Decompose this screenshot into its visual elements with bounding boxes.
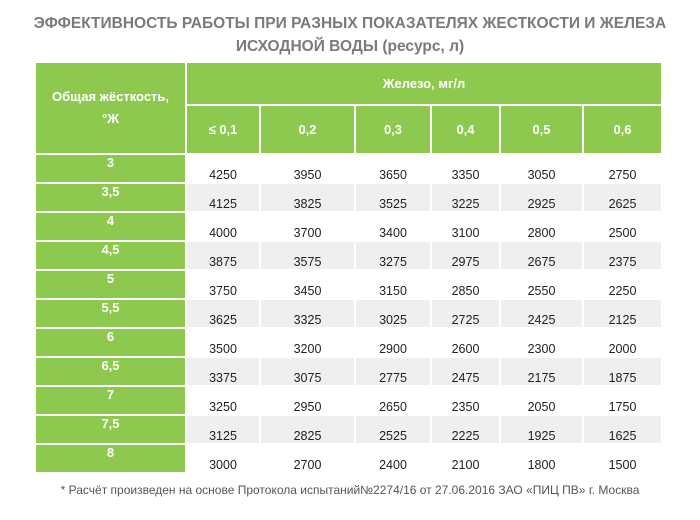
hardness-header-line-2: °Ж bbox=[102, 111, 119, 126]
resource-cell: 3025 bbox=[356, 300, 430, 327]
resource-cell: 2725 bbox=[432, 300, 499, 327]
resource-cell: 3150 bbox=[356, 271, 430, 298]
iron-column-header: 0,2 bbox=[261, 106, 354, 153]
resource-cell: 3325 bbox=[261, 300, 354, 327]
hardness-header-line-1: Общая жёсткость, bbox=[51, 89, 170, 104]
resource-cell: 3050 bbox=[501, 155, 582, 182]
resource-cell: 3125 bbox=[187, 416, 259, 443]
resource-cell: 2100 bbox=[432, 445, 499, 472]
resource-cell: 4125 bbox=[187, 184, 259, 211]
resource-cell: 2675 bbox=[501, 242, 582, 269]
resource-cell: 2975 bbox=[432, 242, 499, 269]
resource-cell: 2525 bbox=[356, 416, 430, 443]
resource-cell: 2925 bbox=[501, 184, 582, 211]
resource-cell: 1500 bbox=[584, 445, 661, 472]
resource-cell: 2300 bbox=[501, 329, 582, 356]
iron-column-header: 0,6 bbox=[584, 106, 661, 153]
iron-header: Железо, мг/л bbox=[187, 63, 661, 104]
page-title bbox=[0, 12, 700, 58]
hardness-value: 3,5 bbox=[36, 184, 185, 211]
iron-column-header: 0,4 bbox=[432, 106, 499, 153]
resource-cell: 2800 bbox=[501, 213, 582, 240]
title-line-1: ЭФФЕКТИВНОСТЬ РАБОТЫ ПРИ РАЗНЫХ ПОКАЗАТЕЛЯХ ЖЕСТКОСТИ И ЖЕЛЕЗА bbox=[33, 15, 667, 32]
resource-cell: 3500 bbox=[187, 329, 259, 356]
table-row bbox=[36, 329, 661, 356]
hardness-value: 4,5 bbox=[36, 242, 185, 269]
table-row bbox=[36, 155, 661, 182]
hardness-value: 4 bbox=[36, 213, 185, 240]
resource-cell: 3950 bbox=[261, 155, 354, 182]
title-line-2: ИСХОДНОЙ ВОДЫ (ресурс, л) bbox=[235, 38, 465, 55]
resource-cell: 2250 bbox=[584, 271, 661, 298]
resource-table bbox=[34, 61, 663, 474]
resource-cell: 3650 bbox=[356, 155, 430, 182]
resource-cell: 2950 bbox=[261, 387, 354, 414]
resource-cell: 2475 bbox=[432, 358, 499, 385]
hardness-value: 7 bbox=[36, 387, 185, 414]
resource-cell: 2225 bbox=[432, 416, 499, 443]
resource-cell: 3225 bbox=[432, 184, 499, 211]
resource-cell: 3625 bbox=[187, 300, 259, 327]
table-body bbox=[36, 155, 661, 472]
table-row bbox=[36, 300, 661, 327]
resource-cell: 3000 bbox=[187, 445, 259, 472]
resource-cell: 2775 bbox=[356, 358, 430, 385]
footnote: * Расчёт произведен на основе Протокола испытаний№2274/16 от 27.06.2016 ЗАО «ПИЦ ПВ» г. Москва bbox=[60, 483, 640, 497]
resource-cell: 1875 bbox=[584, 358, 661, 385]
iron-column-header: ≤ 0,1 bbox=[187, 106, 259, 153]
resource-cell: 4250 bbox=[187, 155, 259, 182]
resource-cell: 3375 bbox=[187, 358, 259, 385]
table-row bbox=[36, 358, 661, 385]
resource-cell: 3575 bbox=[261, 242, 354, 269]
resource-cell: 2600 bbox=[432, 329, 499, 356]
table-row bbox=[36, 387, 661, 414]
resource-cell: 2750 bbox=[584, 155, 661, 182]
resource-cell: 2375 bbox=[584, 242, 661, 269]
resource-cell: 2900 bbox=[356, 329, 430, 356]
resource-cell: 2350 bbox=[432, 387, 499, 414]
resource-cell: 3100 bbox=[432, 213, 499, 240]
resource-cell: 2850 bbox=[432, 271, 499, 298]
resource-cell: 2050 bbox=[501, 387, 582, 414]
resource-cell: 3075 bbox=[261, 358, 354, 385]
resource-cell: 3825 bbox=[261, 184, 354, 211]
hardness-value: 3 bbox=[36, 155, 185, 182]
resource-cell: 3200 bbox=[261, 329, 354, 356]
resource-cell: 3750 bbox=[187, 271, 259, 298]
resource-cell: 1625 bbox=[584, 416, 661, 443]
resource-cell: 3875 bbox=[187, 242, 259, 269]
resource-cell: 4000 bbox=[187, 213, 259, 240]
table-row bbox=[36, 416, 661, 443]
table-row bbox=[36, 184, 661, 211]
resource-cell: 2625 bbox=[584, 184, 661, 211]
resource-cell: 2500 bbox=[584, 213, 661, 240]
resource-cell: 1800 bbox=[501, 445, 582, 472]
resource-cell: 3350 bbox=[432, 155, 499, 182]
resource-cell: 3700 bbox=[261, 213, 354, 240]
hardness-value: 5 bbox=[36, 271, 185, 298]
resource-cell: 2400 bbox=[356, 445, 430, 472]
table-row bbox=[36, 445, 661, 472]
hardness-value: 5,5 bbox=[36, 300, 185, 327]
table-row bbox=[36, 271, 661, 298]
hardness-value: 7,5 bbox=[36, 416, 185, 443]
table-row bbox=[36, 242, 661, 269]
resource-cell: 2650 bbox=[356, 387, 430, 414]
resource-cell: 2550 bbox=[501, 271, 582, 298]
resource-cell: 2000 bbox=[584, 329, 661, 356]
iron-column-header: 0,3 bbox=[356, 106, 430, 153]
hardness-value: 8 bbox=[36, 445, 185, 472]
resource-cell: 2425 bbox=[501, 300, 582, 327]
resource-cell: 2125 bbox=[584, 300, 661, 327]
resource-cell: 2700 bbox=[261, 445, 354, 472]
hardness-value: 6 bbox=[36, 329, 185, 356]
table-row bbox=[36, 213, 661, 240]
resource-cell: 1750 bbox=[584, 387, 661, 414]
resource-cell: 3275 bbox=[356, 242, 430, 269]
resource-cell: 2175 bbox=[501, 358, 582, 385]
resource-cell: 2825 bbox=[261, 416, 354, 443]
hardness-value: 6,5 bbox=[36, 358, 185, 385]
resource-cell: 3525 bbox=[356, 184, 430, 211]
resource-cell: 3250 bbox=[187, 387, 259, 414]
resource-cell: 3450 bbox=[261, 271, 354, 298]
resource-cell: 1925 bbox=[501, 416, 582, 443]
iron-column-header: 0,5 bbox=[501, 106, 582, 153]
hardness-header bbox=[36, 63, 185, 153]
resource-cell: 3400 bbox=[356, 213, 430, 240]
